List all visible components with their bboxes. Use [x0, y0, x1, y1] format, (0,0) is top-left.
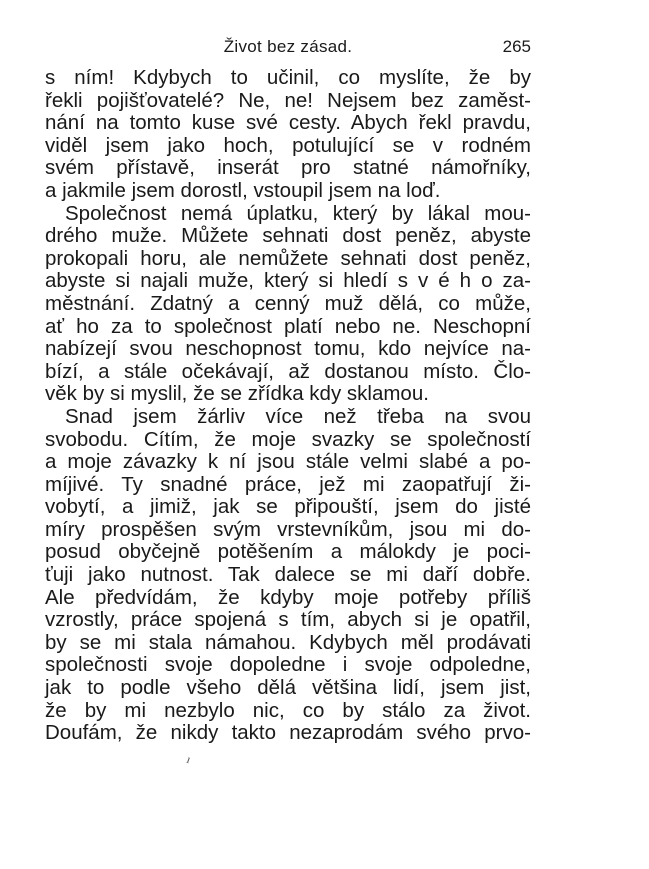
- text-line: a jakmile jsem dorostl, vstoupil jsem na loď.: [45, 178, 441, 202]
- text-line: společnosti svoje dopoledne i svoje odpoledne,: [45, 653, 531, 677]
- text-line: posud obyčejně potěšením a málokdy je poci-: [45, 540, 531, 564]
- text-line: prokopali horu, ale nemůžete sehnati dost peněz,: [45, 246, 531, 270]
- text-line: ťuji jako nutnost. Tak dalece se mi daří dobře.: [45, 563, 531, 587]
- text-line: věk by si myslil, že se zřídka kdy sklamou.: [45, 382, 429, 406]
- stray-ink-mark: ı: [184, 751, 193, 767]
- text-line: Ale předvídám, že kdyby moje potřeby příliš: [45, 585, 531, 609]
- text-line: vzrostly, práce spojená s tím, abych si je opatřil,: [45, 608, 531, 632]
- text-line: nabízejí svou neschopnost tomu, kdo nejvíce na-: [45, 337, 531, 361]
- running-head: [45, 34, 531, 60]
- text-line: svobodu. Cítím, že moje svazky se společností: [45, 427, 531, 451]
- text-line: ať ho za to společnost platí nebo ne. Neschopní: [45, 314, 531, 338]
- text-line: míjivé. Ty snadné práce, jež mi zaopatřují ži-: [45, 472, 531, 496]
- text-line: by se mi stala námahou. Kdybych měl prodávati: [45, 630, 531, 654]
- text-line: viděl jsem jako hoch, potulující se v rodném: [45, 133, 531, 157]
- text-line: míry prospěšen svým vrstevníkům, jsou mi do-: [45, 517, 531, 541]
- text-line: bízí, a stále očekávají, až dostanou místo. Člo-: [45, 359, 531, 383]
- text-line: Doufám, že nikdy takto nezaprodám svého prvo-: [45, 721, 531, 745]
- text-line: vobytí, a jimiž, jak se připouští, jsem do jisté: [45, 495, 531, 519]
- text-line: a moje závazky k ní jsou stále velmi slabé a po-: [45, 450, 531, 474]
- text-line: drého muže. Můžete sehnati dost peněz, abyste: [45, 224, 531, 248]
- page-number: 265: [502, 37, 531, 56]
- text-line: nání na tomto kuse své cesty. Abych řekl pravdu,: [45, 111, 531, 135]
- text-line: řekli pojišťovatelé? Ne, ne! Nejsem bez zaměst-: [45, 88, 531, 112]
- text-line: Snad jsem žárliv více než třeba na svou: [65, 404, 531, 428]
- text-line: s ním! Kdybych to učinil, co myslíte, že by: [45, 66, 531, 89]
- text-line: svém přístavě, inserát pro statné námořníky,: [45, 156, 531, 180]
- body-text: [45, 67, 531, 745]
- text-line: Společnost nemá úplatku, který by lákal mou-: [65, 201, 531, 225]
- text-line: abyste si najali muže, který si hledí s v é h o za-: [45, 269, 531, 293]
- text-line: že by mi nezbylo nic, co by stálo za život.: [45, 698, 531, 722]
- text-line: městnání. Zdatný a cenný muž dělá, co může,: [45, 291, 531, 315]
- running-title: Život bez zásad.: [223, 37, 353, 56]
- text-line: jak to podle všeho dělá většina lidí, jsem jist,: [45, 676, 531, 700]
